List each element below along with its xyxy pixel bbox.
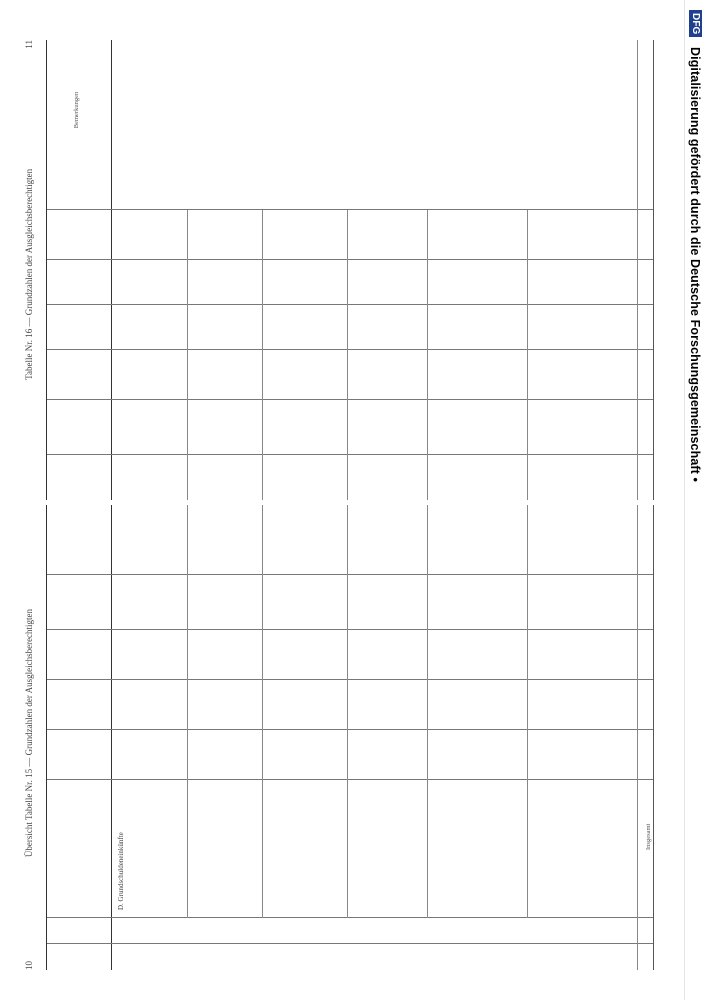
left-total-label: Insgesamt: [645, 823, 652, 850]
dfg-logo: DFG: [689, 10, 702, 37]
left-table: [46, 505, 654, 970]
left-page-title: Übersicht Tabelle Nr. 15 — Grundzahlen der Ausgleichsberechtigten: [24, 608, 34, 858]
right-page: [24, 40, 664, 500]
left-page-header: [24, 505, 42, 970]
right-page-number: 11: [24, 40, 34, 49]
left-page: [24, 505, 664, 970]
right-table: [46, 40, 654, 500]
left-page-number: 10: [24, 961, 34, 970]
left-section-title: D. Grundschuldeneinkünfte: [117, 832, 125, 910]
right-table-header: [47, 40, 112, 500]
right-page-title: Tabelle Nr. 16 — Grundzahlen der Ausgleichsberechtigten: [24, 168, 34, 380]
remarks-heading: Bemerkungen: [73, 91, 80, 129]
scanned-page: [24, 40, 664, 970]
digitization-banner: [684, 0, 707, 1000]
right-page-header: [24, 40, 42, 500]
banner-text: Digitalisierung gefördert durch die Deutsche Forschungsgemeinschaft •: [688, 47, 702, 482]
